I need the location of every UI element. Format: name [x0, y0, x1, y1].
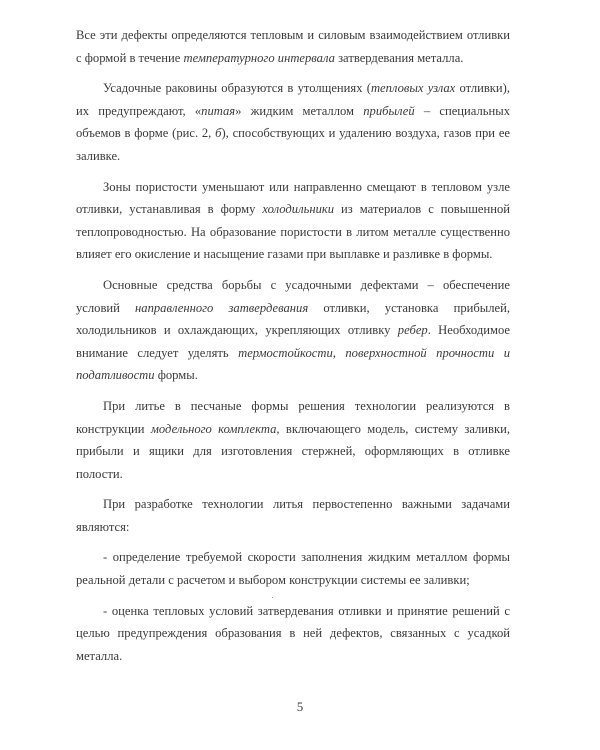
- text-run: отливки, установка прибылей, холодильников и охлаждающих, укрепляющих отливку: [76, 300, 510, 338]
- text-run: Усадочные раковины образуются в утолщениях (: [103, 81, 371, 96]
- paragraph: [76, 493, 510, 538]
- text-run: отливки), их предупреждают, «: [76, 81, 510, 118]
- scan-speck: [272, 597, 273, 598]
- text-run: - оценка тепловых условий затвердевания отливки и принятие решений с целью предупреждения образования в ней дефектов, связанных с усадкой металла.: [76, 603, 510, 663]
- paragraph: [76, 176, 510, 266]
- text-run: - определение требуемой скорости заполнения жидким металлом формы реальной детали с расчетом и выбором конструкции системы ее заливки;: [76, 550, 510, 588]
- text-run: – специальных объемов в форме (рис. 2,: [76, 103, 510, 141]
- text-run: . Необходимое внимание следует уделять: [76, 323, 510, 360]
- text-run: Зоны пористости уменьшают или направленно смещают в тепловом узле отливки, устанавливая в форму: [76, 179, 510, 217]
- paragraph: [76, 274, 510, 387]
- italic-term: питая: [201, 103, 236, 118]
- body-text: [76, 24, 510, 667]
- italic-term: прибылей: [363, 103, 415, 118]
- text-run: , включающего модель, систему заливки, прибыли и ящики для изготовления стержней, оформляющих в отливке полости.: [76, 421, 510, 481]
- text-run: из материалов с повышенной теплопроводностью. На образование пористости в литом металле существенно влияет его окисление и насыщение газами при выплавке и разливке в формы.: [76, 202, 510, 262]
- italic-term: температурного интервала: [183, 50, 335, 65]
- italic-term: тепловых узлах: [370, 81, 456, 96]
- page-number: 5: [296, 700, 304, 714]
- italic-term: термостойкости, поверхностной прочности и податливости: [76, 345, 511, 383]
- paragraph: [76, 24, 510, 69]
- paragraph: [76, 395, 510, 485]
- italic-term: направленного затвердевания: [135, 300, 309, 315]
- italic-term: б: [215, 126, 222, 141]
- text-run: формы.: [154, 368, 198, 383]
- text-run: При разработке технологии литья первостепенно важными задачами являются:: [76, 497, 510, 534]
- text-run: затвердевания металла.: [334, 50, 464, 65]
- text-run: Основные средства борьбы с усадочными дефектами – обеспечение условий: [76, 277, 510, 315]
- text-run: » жидким металлом: [235, 103, 364, 118]
- italic-term: холодильники: [262, 202, 335, 217]
- paragraph: [76, 546, 510, 591]
- text-run: При литье в песчаные формы решения технологии реализуются в конструкции: [76, 398, 510, 436]
- paragraph: [76, 77, 510, 167]
- italic-term: ребер: [397, 323, 428, 338]
- text-run: Все эти дефекты определяются тепловым и силовым взаимодействием отливки с формой в течение: [76, 28, 510, 65]
- text-run: ), способствующих и удалению воздуха, газов при ее заливке.: [76, 126, 511, 163]
- italic-term: модельного комплекта: [150, 421, 277, 436]
- paragraph: [76, 600, 510, 668]
